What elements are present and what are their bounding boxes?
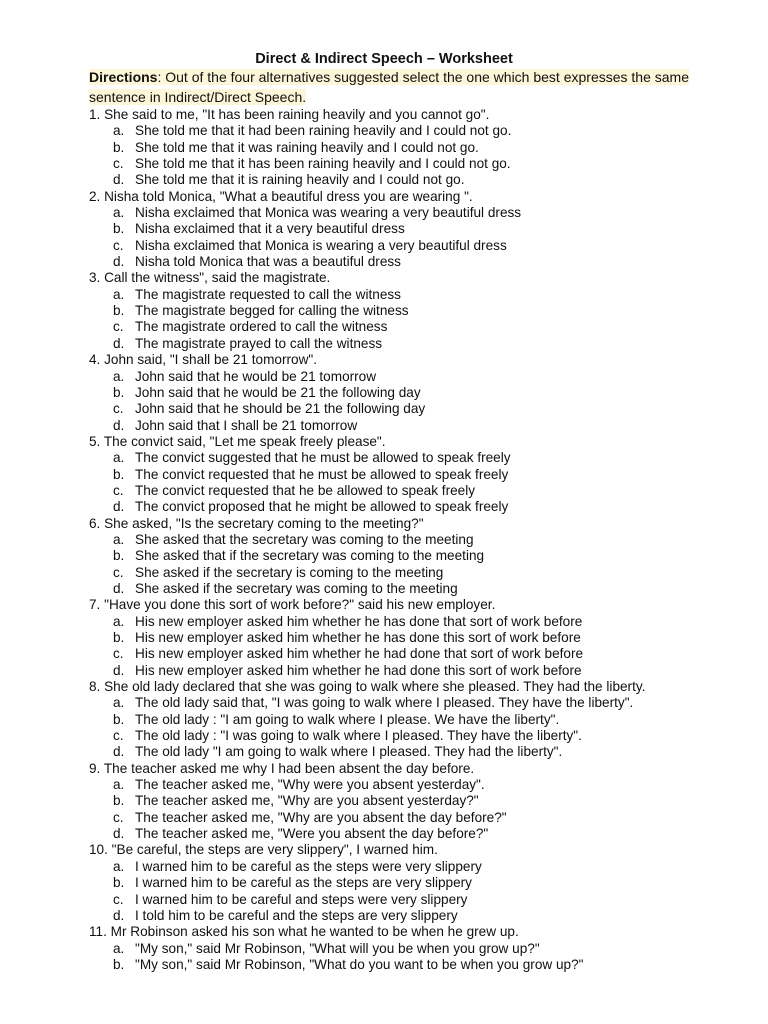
option-letter: c. (113, 646, 124, 662)
question-item (89, 842, 739, 924)
option-letter: d. (113, 417, 125, 433)
answer-option (89, 810, 739, 826)
answer-option (89, 859, 739, 875)
directions-line-1 (89, 69, 689, 85)
question-item (89, 352, 739, 434)
option-text: The old lady : "I was going to walk where I pleased. They have the liberty". (135, 728, 582, 744)
option-text: The magistrate ordered to call the witness (135, 319, 388, 335)
answer-option (89, 548, 739, 564)
option-text: The teacher asked me, "Why were you absent yesterday". (135, 777, 485, 793)
option-letter: b. (113, 221, 125, 237)
answer-option (89, 450, 739, 466)
option-text: The teacher asked me, "Why are you absent the day before?" (135, 809, 507, 825)
option-text: She told me that it had been raining heavily and I could not go. (135, 123, 512, 139)
option-letter: b. (113, 793, 125, 809)
option-letter: d. (113, 744, 125, 760)
question-stem: 3. Call the witness", said the magistrate. (89, 270, 331, 286)
question-stem: 2. Nisha told Monica, "What a beautiful dress you are wearing ". (89, 188, 473, 204)
answer-option (89, 254, 739, 270)
option-text: Nisha exclaimed that it a very beautiful dress (135, 221, 405, 237)
answer-option (89, 630, 739, 646)
option-text: The convict proposed that he might be allowed to speak freely (135, 499, 509, 515)
option-text: She asked that if the secretary was coming to the meeting (135, 548, 485, 564)
option-letter: c. (113, 401, 124, 417)
option-letter: c. (113, 482, 124, 498)
option-text: I warned him to be careful as the steps were very slippery (135, 858, 482, 874)
option-text: His new employer asked him whether he has done that sort of work before (135, 613, 583, 629)
option-text: His new employer asked him whether he had done that sort of work before (135, 646, 584, 662)
option-letter: c. (113, 564, 124, 580)
answer-option (89, 172, 739, 188)
answer-option (89, 957, 739, 973)
question-stem: 7. "Have you done this sort of work before?" said his new employer. (89, 597, 496, 613)
question-item (89, 434, 739, 516)
option-letter: a. (113, 613, 125, 629)
option-letter: b. (113, 384, 125, 400)
option-letter: b. (113, 875, 125, 891)
option-text: The convict requested that he be allowed to speak freely (135, 482, 476, 498)
option-letter: b. (113, 711, 125, 727)
option-text: The teacher asked me, "Why are you absent yesterday?" (135, 793, 479, 809)
option-text: She asked that the secretary was coming to the meeting (135, 531, 474, 547)
answer-option (89, 565, 739, 581)
option-letter: a. (113, 123, 125, 139)
question-item (89, 189, 739, 271)
directions-block (89, 67, 689, 107)
option-text: John said that he should be 21 the following day (135, 401, 426, 417)
option-text: John said that he would be 21 the following day (135, 384, 421, 400)
question-stem: 11. Mr Robinson asked his son what he wanted to be when he grew up. (89, 924, 519, 940)
option-text: I warned him to be careful as the steps are very slippery (135, 875, 472, 891)
option-text: The old lady : "I am going to walk where I please. We have the liberty". (135, 711, 560, 727)
option-text: His new employer asked him whether he had done this sort of work before (135, 662, 582, 678)
question-item (89, 597, 739, 679)
option-text: John said that I shall be 21 tomorrow (135, 417, 358, 433)
answer-option (89, 892, 739, 908)
option-text: The old lady "I am going to walk where I pleased. They had the liberty". (135, 744, 563, 760)
option-text: Nisha exclaimed that Monica is wearing a very beautiful dress (135, 237, 507, 253)
directions-line-2: sentence in Indirect/Direct Speech. (89, 89, 307, 105)
option-letter: c. (113, 891, 124, 907)
option-letter: d. (113, 662, 125, 678)
answer-option (89, 319, 739, 335)
question-item (89, 679, 739, 761)
option-text: She told me that it has been raining heavily and I could not go. (135, 156, 511, 172)
answer-option (89, 695, 739, 711)
option-letter: a. (113, 777, 125, 793)
answer-option (89, 875, 739, 891)
option-letter: c. (113, 809, 124, 825)
question-stem: 10. "Be careful, the steps are very slippery", I warned him. (89, 842, 438, 858)
answer-option (89, 793, 739, 809)
option-text: The magistrate requested to call the witness (135, 286, 401, 302)
option-letter: d. (113, 499, 125, 515)
answer-option (89, 156, 739, 172)
option-letter: b. (113, 466, 125, 482)
option-letter: a. (113, 531, 125, 547)
option-text: "My son," said Mr Robinson, "What will you be when you grow up?" (135, 940, 540, 956)
option-letter: d. (113, 826, 125, 842)
option-letter: a. (113, 858, 125, 874)
answer-option (89, 728, 739, 744)
answer-option (89, 467, 739, 483)
option-letter: d. (113, 580, 125, 596)
option-text: She told me that it is raining heavily and I could not go. (135, 172, 465, 188)
option-letter: b. (113, 548, 125, 564)
answer-option (89, 646, 739, 662)
answer-option (89, 287, 739, 303)
answer-option (89, 336, 739, 352)
page-title: Direct & Indirect Speech – Worksheet (255, 51, 513, 67)
option-letter: b. (113, 303, 125, 319)
option-text: His new employer asked him whether he has done this sort of work before (135, 630, 581, 645)
option-text: I told him to be careful and the steps are very slippery (135, 907, 458, 923)
option-text: The convict suggested that he must be allowed to speak freely (135, 450, 511, 466)
answer-option (89, 826, 739, 842)
option-letter: a. (113, 286, 125, 302)
answer-option (89, 532, 739, 548)
option-text: Nisha told Monica that was a beautiful dress (135, 254, 401, 270)
option-text: I warned him to be careful and steps were very slippery (135, 891, 468, 907)
answer-option (89, 777, 739, 793)
option-letter: d. (113, 335, 125, 351)
answer-option (89, 614, 739, 630)
option-text: Nisha exclaimed that Monica was wearing a very beautiful dress (135, 205, 522, 221)
option-letter: c. (113, 319, 124, 335)
answer-option (89, 385, 739, 401)
answer-option (89, 221, 739, 237)
question-stem: 9. The teacher asked me why I had been absent the day before. (89, 760, 475, 776)
answer-option (89, 499, 739, 515)
option-text: The convict requested that he must be allowed to speak freely (135, 466, 509, 482)
question-stem: 8. She old lady declared that she was going to walk where she pleased. They had the liberty. (89, 679, 646, 695)
question-item (89, 516, 739, 598)
answer-option (89, 712, 739, 728)
option-letter: b. (113, 956, 125, 972)
option-letter: d. (113, 254, 125, 270)
option-letter: b. (113, 630, 125, 645)
option-text: She asked if the secretary is coming to the meeting (135, 564, 444, 580)
option-letter: c. (113, 156, 124, 172)
option-letter: a. (113, 450, 125, 466)
answer-option (89, 205, 739, 221)
option-letter: c. (113, 728, 124, 744)
option-letter: a. (113, 205, 125, 221)
question-item (89, 270, 739, 352)
question-stem: 4. John said, "I shall be 21 tomorrow". (89, 352, 318, 368)
directions-text: : Out of the four alternatives suggested select the one which best expresses the same (157, 69, 689, 85)
option-text: She asked if the secretary was coming to the meeting (135, 580, 458, 596)
question-stem: 6. She asked, "Is the secretary coming to the meeting?" (89, 515, 424, 531)
question-item (89, 761, 739, 843)
option-letter: a. (113, 940, 125, 956)
answer-option (89, 401, 739, 417)
option-letter: a. (113, 695, 125, 711)
option-text: The old lady said that, "I was going to walk where I pleased. They have the liberty". (135, 695, 634, 711)
option-text: She told me that it was raining heavily and I could not go. (135, 139, 479, 155)
question-stem: 1. She said to me, "It has been raining heavily and you cannot go". (89, 107, 490, 122)
option-letter: a. (113, 368, 125, 384)
answer-option (89, 908, 739, 924)
answer-option (89, 369, 739, 385)
answer-option (89, 483, 739, 499)
option-text: "My son," said Mr Robinson, "What do you want to be when you grow up?" (135, 956, 584, 972)
option-letter: c. (113, 237, 124, 253)
option-letter: d. (113, 907, 125, 923)
question-stem: 5. The convict said, "Let me speak freely please". (89, 433, 386, 449)
answer-option (89, 303, 739, 319)
answer-option (89, 744, 739, 760)
directions-label: Directions (89, 69, 158, 85)
option-letter: b. (113, 139, 125, 155)
answer-option (89, 663, 739, 679)
question-list (89, 107, 739, 973)
option-text: The teacher asked me, "Were you absent the day before?" (135, 826, 489, 842)
option-text: The magistrate prayed to call the witness (135, 335, 383, 351)
option-text: John said that he would be 21 tomorrow (135, 368, 377, 384)
option-text: The magistrate begged for calling the witness (135, 303, 409, 319)
answer-option (89, 238, 739, 254)
answer-option (89, 418, 739, 434)
answer-option (89, 140, 739, 156)
question-item (89, 924, 739, 973)
option-letter: d. (113, 172, 125, 188)
question-item (89, 107, 739, 189)
answer-option (89, 581, 739, 597)
answer-option (89, 941, 739, 957)
answer-option (89, 123, 739, 139)
